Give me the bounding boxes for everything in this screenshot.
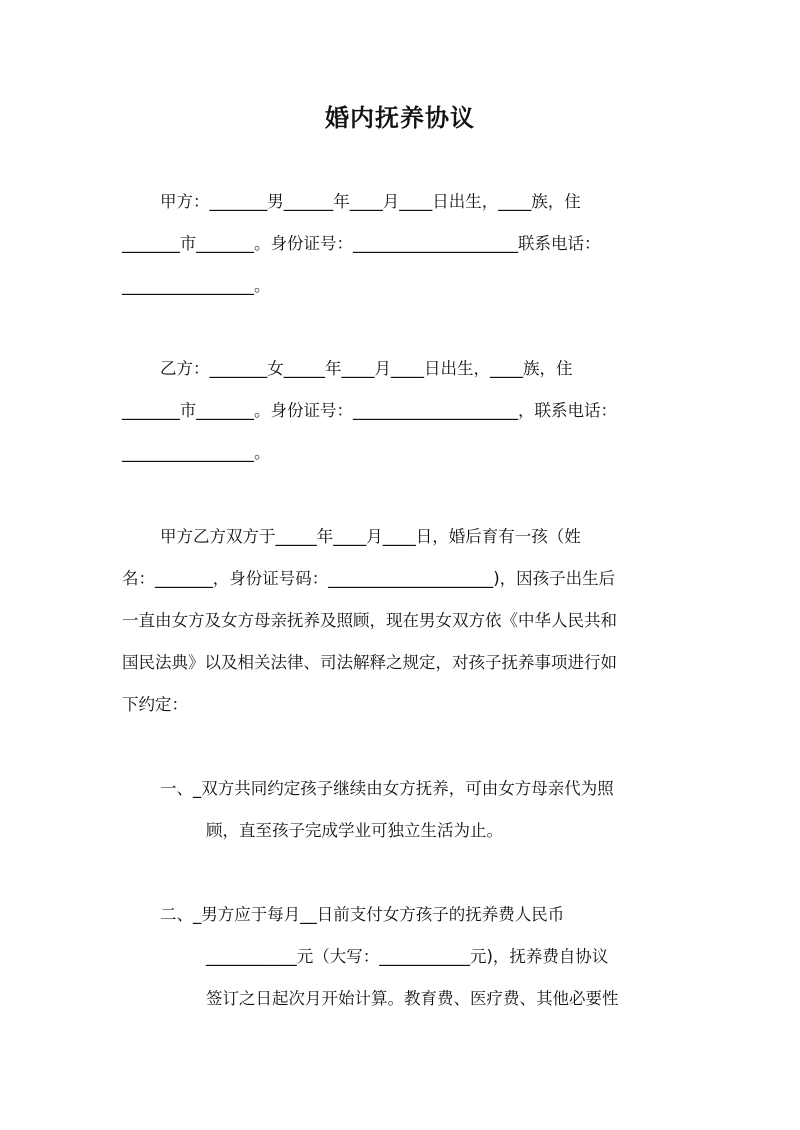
intro-line-5: 下约定： bbox=[122, 695, 188, 714]
document-title: 婚内抚养协议 bbox=[325, 104, 475, 132]
party-a-line-1: 甲方：_______男______年____月____日出生，____族，住 bbox=[160, 192, 581, 211]
intro-line-2: 名：_______，身份证号码：____________________)，因孩子出生后 bbox=[122, 569, 616, 588]
clause-2-line-2: ___________元（大写：___________元)，抚养费自协议 bbox=[206, 947, 609, 966]
party-a-line-2: _______市_______。身份证号：____________________联系电话： bbox=[122, 234, 601, 253]
party-b-line-3: ________________。 bbox=[122, 443, 271, 462]
clause-2-line-1: 二、_男方应于每月__日前支付女方孩子的抚养费人民币 bbox=[160, 905, 565, 924]
intro-line-4: 国民法典》以及相关法律、司法解释之规定，对孩子抚养事项进行如 bbox=[122, 653, 617, 672]
party-b-line-1: 乙方：_______女_____年____月____日出生，____族，住 bbox=[160, 359, 573, 378]
intro-line-3: 一直由女方及女方母亲抚养及照顾，现在男女双方依《中华人民共和 bbox=[122, 611, 617, 630]
clause-1-line-1: 一、_双方共同约定孩子继续由女方抚养，可由女方母亲代为照 bbox=[160, 779, 614, 798]
clause-1-line-2: 顾，直至孩子完成学业可独立生活为止。 bbox=[206, 821, 503, 840]
intro-line-1: 甲方乙方双方于_____年____月____日，婚后育有一孩（姓 bbox=[160, 527, 581, 546]
clause-2-line-3: 签订之日起次月开始计算。教育费、医疗费、其他必要性 bbox=[206, 989, 619, 1008]
party-a-line-3: ________________。 bbox=[122, 276, 271, 295]
party-b-line-2: _______市_______。身份证号：____________________，联系电话： bbox=[122, 401, 617, 420]
